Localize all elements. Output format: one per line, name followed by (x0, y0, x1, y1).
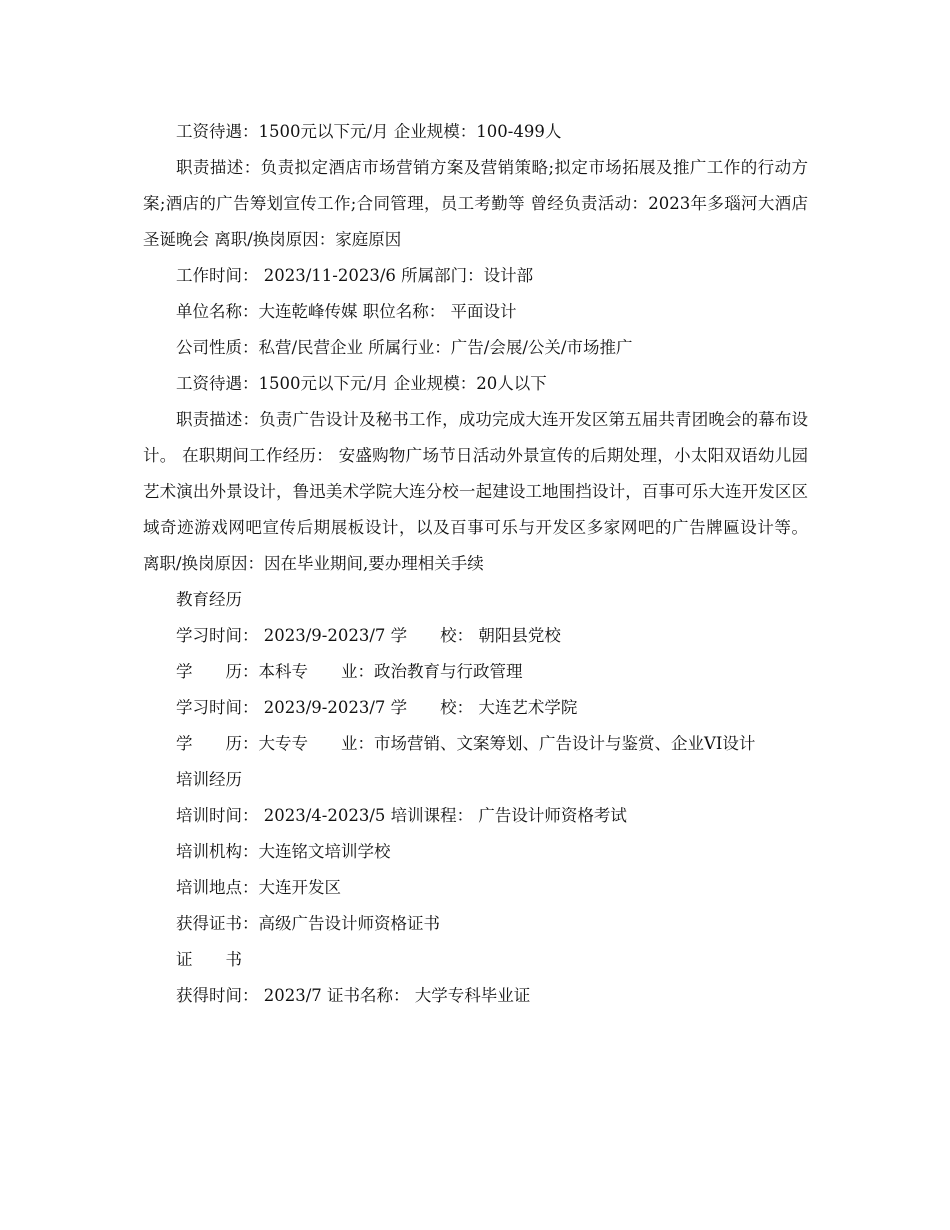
education-entry-2-time: 学习时间： 2023/9-2023/7 学 校： 大连艺术学院 (176, 698, 578, 717)
duty-description-1: 职责描述：负责拟定酒店市场营销方案及营销策略;拟定市场拓展及推广工作的行动方案;酒店的广告筹划宣传工作;合同管理，员工考勤等 曾经负责活动：2023年多瑙河大酒店圣诞晚会 离职/换岗原因：家庭原因 (143, 158, 808, 249)
training-heading: 培训经历 (176, 770, 242, 789)
resume-body (143, 114, 814, 1014)
education-entry-1-time: 学习时间： 2023/9-2023/7 学 校： 朝阳县党校 (176, 626, 561, 645)
certificate-heading: 证 书 (176, 950, 242, 969)
salary-line-2: 工资待遇：1500元以下元/月 企业规模：20人以下 (176, 374, 547, 393)
education-entry-1-degree: 学 历：本科专 业：政治教育与行政管理 (176, 662, 523, 681)
education-heading: 教育经历 (176, 590, 242, 609)
company-name-line: 单位名称：大连乾峰传媒 职位名称： 平面设计 (176, 302, 517, 321)
education-entry-2-degree: 学 历：大专专 业：市场营销、文案筹划、广告设计与鉴赏、企业VI设计 (176, 734, 756, 753)
salary-line-1: 工资待遇：1500元以下元/月 企业规模：100-499人 (176, 122, 562, 141)
work-period-line: 工作时间： 2023/11-2023/6 所属部门：设计部 (176, 266, 534, 285)
training-institution-line: 培训机构：大连铭文培训学校 (176, 842, 391, 861)
training-time-line: 培训时间： 2023/4-2023/5 培训课程： 广告设计师资格考试 (176, 806, 627, 825)
duty-description-2: 职责描述：负责广告设计及秘书工作，成功完成大连开发区第五届共青团晚会的幕布设计。 在职期间工作经历： 安盛购物广场节日活动外景宣传的后期处理，小太阳双语幼儿园艺术演出外景设计，鲁迅美术学院大连分校一起建设工地围挡设计，百事可乐大连开发区区域奇迹游戏网吧宣传后期展板设计，以及百事可乐与开发区多家网吧的广告牌匾设计等。 离职/换岗原因：因在毕业期间,要办理相关手续 (143, 410, 814, 573)
company-type-line: 公司性质：私营/民营企业 所属行业：广告/会展/公关/市场推广 (176, 338, 633, 357)
certificate-entry-line: 获得时间： 2023/7 证书名称： 大学专科毕业证 (176, 986, 531, 1005)
training-certificate-line: 获得证书：高级广告设计师资格证书 (176, 914, 440, 933)
training-location-line: 培训地点：大连开发区 (176, 878, 341, 897)
